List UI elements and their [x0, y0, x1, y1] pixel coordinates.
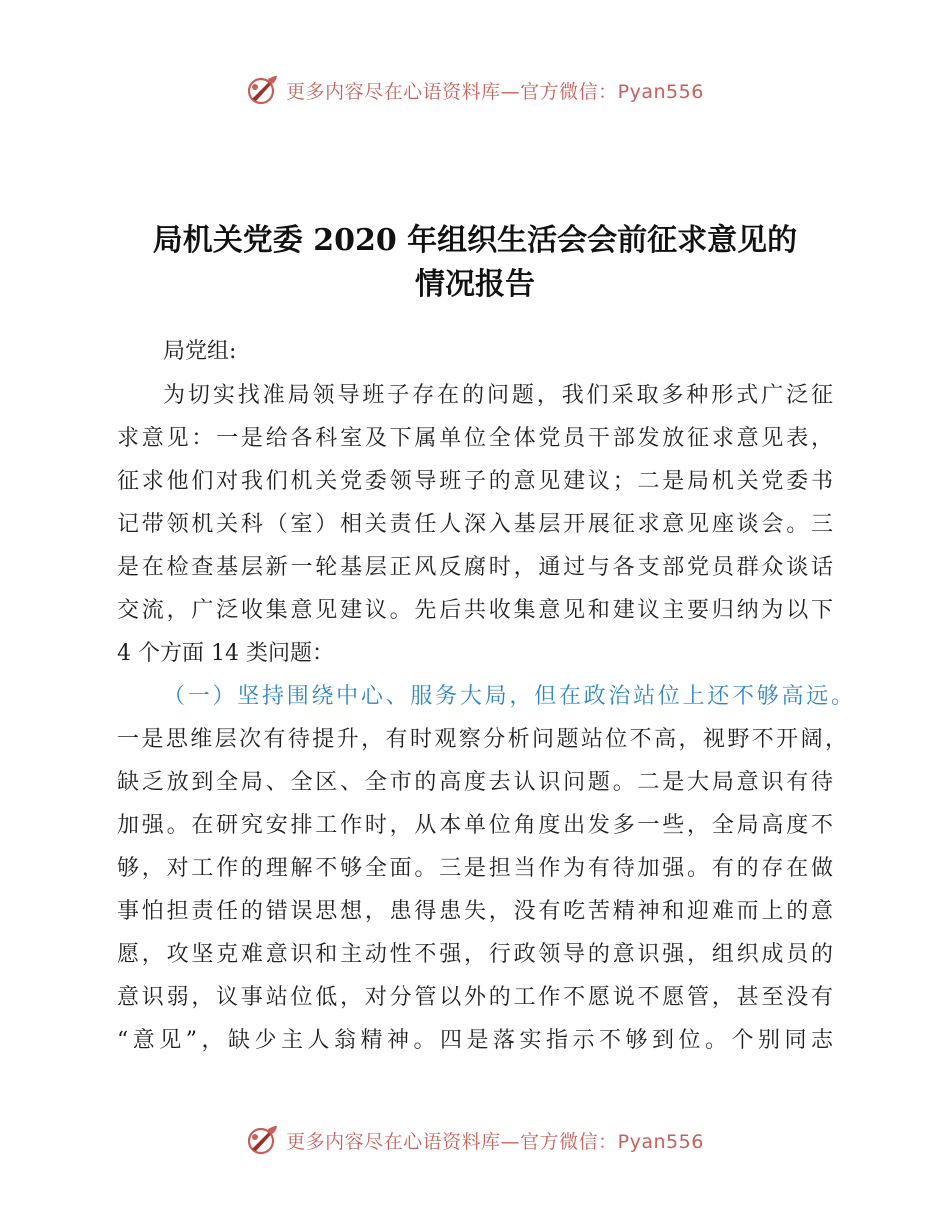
document-title-line-2: 情况报告 [415, 267, 535, 302]
section-line: 够，对工作的理解不够全面。三是担当作为有待加强。有的存在做 [117, 856, 833, 881]
body-line: 求意见：一是给各科室及下属单位全体党员干部发放征求意见表， [117, 426, 833, 451]
salutation: 局党组: [163, 339, 237, 364]
quill-logo-icon [246, 1123, 280, 1157]
watermark-text: 更多内容尽在心语资料库—官方微信：Pyan556 [286, 1130, 704, 1153]
body-line: 交流，广泛收集意见建议。先后共收集意见和建议主要归纳为以下 [117, 598, 833, 623]
body-line: 是在检查基层新一轮基层正风反腐时，通过与各支部党员群众谈话 [117, 555, 833, 580]
section-line: 事怕担责任的错误思想，患得患失，没有吃苦精神和迎难而上的意 [117, 899, 833, 924]
section-line: 一是思维层次有待提升，有时观察分析问题站位不高，视野不开阔， [117, 727, 847, 752]
section-heading: （一）坚持围绕中心、服务大局，但在政治站位上还不够高远。 [163, 684, 853, 709]
section-line: “意见”，缺少主人翁精神。四是落实指示不够到位。个别同志 [117, 1028, 833, 1053]
section-line: 意识弱，议事站位低，对分管以外的工作不愿说不愿管，甚至没有 [117, 985, 833, 1010]
watermark-text: 更多内容尽在心语资料库—官方微信：Pyan556 [286, 80, 704, 103]
quill-logo-icon [246, 73, 280, 107]
section-line: 愿，攻坚克难意识和主动性不强，行政领导的意识强，组织成员的 [117, 942, 833, 967]
body-line: 为切实找准局领导班子存在的问题，我们采取多种形式广泛征 [163, 383, 833, 408]
document-title-line-1: 局机关党委 2020 年组织生活会会前征求意见的 [152, 223, 798, 258]
header-watermark [0, 70, 950, 110]
section-line: 缺乏放到全局、全区、全市的高度去认识问题。二是大局意识有待 [117, 770, 833, 795]
body-line: 4 个方面 14 类问题： [117, 641, 334, 666]
section-line: 加强。在研究安排工作时，从本单位角度出发多一些，全局高度不 [117, 813, 833, 838]
body-line: 征求他们对我们机关党委领导班子的意见建议；二是局机关党委书 [117, 469, 833, 494]
body-line: 记带领机关科（室）相关责任人深入基层开展征求意见座谈会。三 [117, 512, 833, 537]
footer-watermark [0, 1120, 950, 1160]
